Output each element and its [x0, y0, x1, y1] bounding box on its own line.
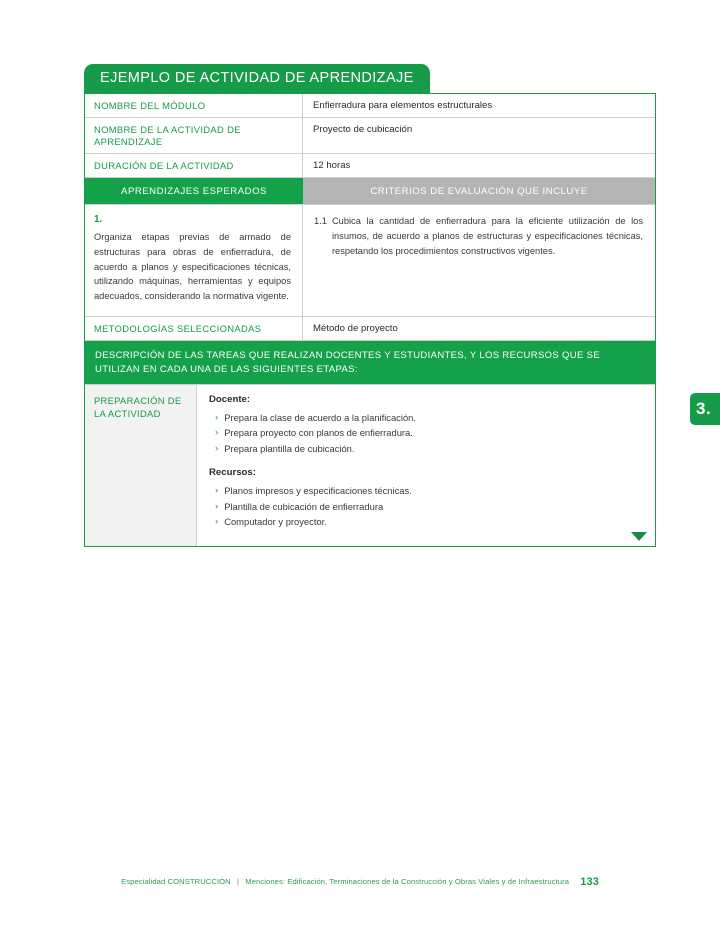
task-group-heading: Docente: — [209, 393, 251, 405]
footer-separator: | — [236, 877, 240, 886]
table-row — [85, 94, 655, 118]
list-item — [209, 483, 643, 499]
learning-outcome-number: 1. — [94, 214, 103, 226]
criterion-item — [314, 214, 643, 259]
activity-card — [84, 64, 656, 547]
header-learning-outcomes: APRENDIZAJES ESPERADOS — [85, 178, 303, 204]
row-value: 12 horas — [313, 159, 351, 171]
chapter-tab-label: 3. — [696, 399, 712, 418]
list-item — [209, 499, 643, 515]
chevron-right-icon: › — [215, 485, 219, 497]
footer-mentions: Menciones: Edificación, Terminaciones de la Construcción y Obras Viales y de Infraestructura — [245, 877, 570, 886]
chevron-right-icon: › — [215, 442, 219, 454]
list-item-text: Prepara proyecto con planos de enfierradura. — [224, 427, 413, 439]
description-band: DESCRIPCIÓN DE LAS TAREAS QUE REALIZAN DOCENTES Y ESTUDIANTES, Y LOS RECURSOS QUE SE UTILIZAN EN CADA UNA DE LAS SIGUIENTES ETAPAS: — [85, 341, 655, 385]
list-item — [209, 514, 643, 530]
list-item — [209, 410, 643, 426]
list-item — [209, 441, 643, 457]
list-item-text: Planos impresos y especificaciones técnicas. — [224, 485, 412, 497]
row-label: NOMBRE DEL MÓDULO — [85, 94, 303, 117]
list-item-text: Prepara plantilla de cubicación. — [224, 442, 355, 454]
row-value: Enfierradura para elementos estructurales — [313, 99, 493, 111]
criterion-code: 1.1 — [314, 216, 327, 227]
list-item — [209, 425, 643, 441]
criteria-cell — [303, 205, 655, 315]
task-group — [209, 467, 643, 530]
task-group — [209, 394, 643, 457]
outcomes-criteria-row — [85, 205, 655, 316]
table-row — [85, 154, 655, 178]
chevron-right-icon: › — [215, 516, 219, 528]
activity-table — [84, 93, 656, 547]
criterion-text: Cubica la cantidad de enfierradura para la eficiente utilización de los insumos, de acuerdo a planos de estructuras y especificaciones técnicas, respetando los procedimientos constructivos vigentes. — [331, 216, 643, 257]
list-item-text: Computador y proyector. — [224, 516, 327, 528]
card-title-banner — [84, 64, 430, 93]
stage-row — [85, 385, 655, 546]
row-label: NOMBRE DE LA ACTIVIDAD DE APRENDIZAJE — [85, 118, 303, 153]
chevron-right-icon: › — [215, 411, 219, 423]
learning-outcome-cell — [85, 205, 303, 315]
stage-content — [197, 385, 655, 546]
methodology-row — [85, 317, 655, 341]
card-title: EJEMPLO DE ACTIVIDAD DE APRENDIZAJE — [100, 70, 414, 86]
continuation-triangle-icon — [631, 532, 647, 541]
table-row — [85, 118, 655, 154]
header-evaluation-criteria: CRITERIOS DE EVALUACIÓN QUE INCLUYE — [303, 178, 655, 204]
methodology-value: Método de proyecto — [313, 322, 398, 334]
page-number: 133 — [580, 876, 599, 888]
chevron-right-icon: › — [215, 427, 219, 439]
task-group-heading: Recursos: — [209, 467, 256, 479]
list-item-text: Plantilla de cubicación de enfierradura — [224, 500, 384, 512]
column-headers-row — [85, 178, 655, 205]
chevron-right-icon: › — [215, 500, 219, 512]
footer-specialty: Especialidad CONSTRUCCIÓN — [121, 877, 231, 886]
page-footer — [0, 876, 720, 888]
chapter-tab-marker — [690, 393, 720, 425]
row-value: Proyecto de cubicación — [313, 124, 413, 136]
stage-label: PREPARACIÓN DE LA ACTIVIDAD — [85, 385, 197, 546]
methodology-label: METODOLOGÍAS SELECCIONADAS — [85, 317, 303, 340]
row-label: DURACIÓN DE LA ACTIVIDAD — [85, 154, 303, 177]
list-item-text: Prepara la clase de acuerdo a la planificación. — [224, 411, 416, 423]
learning-outcome-text: Organiza etapas previas de armado de estructuras para obras de enfierradura, de acuerdo a planos y especificaciones técnicas, utilizando máquinas, herramientas y equipos adecuados, considerando la normativa vigente. — [94, 232, 291, 302]
